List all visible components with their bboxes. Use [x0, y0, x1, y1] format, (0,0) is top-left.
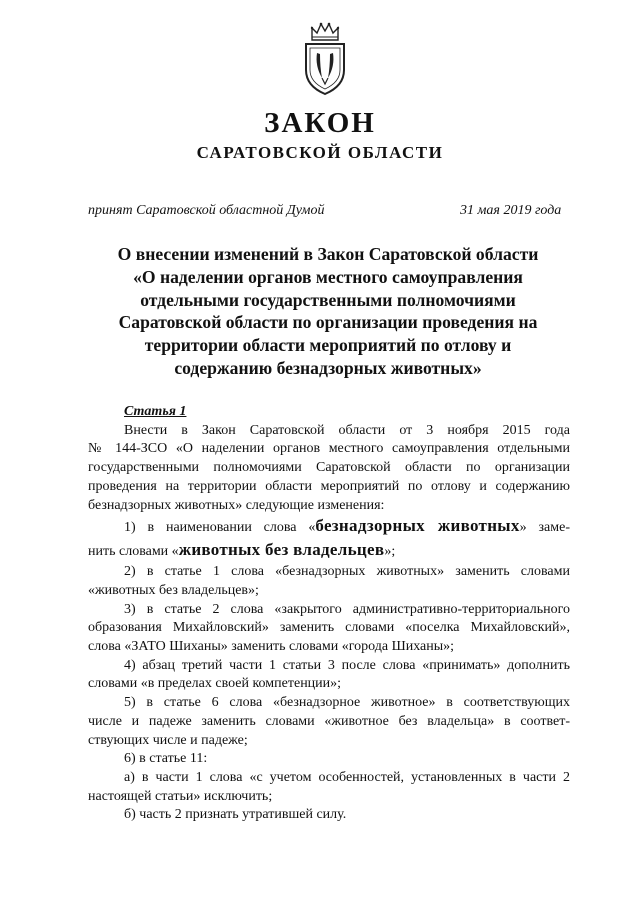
heading-line: территории области мероприятий по отлову и — [144, 335, 512, 356]
item-1-text: 1) в наименовании слова « — [124, 520, 316, 536]
heading-line: Саратовской области по организации проведения на — [118, 312, 538, 333]
item-3-line: образования Михайловский» заменить словами «поселка Михайловский», — [88, 620, 570, 636]
item-5-line: числе и падеже заменить словами «животное без владельца» в соответ- — [88, 713, 570, 729]
intro-line: проведения на территории области мероприятий по отлову и содержанию — [88, 478, 570, 494]
document-title: ЗАКОН — [264, 107, 376, 139]
item-2-line: «животных без владельцев»; — [88, 582, 259, 598]
item-6a-line: настоящей статьи» исключить; — [88, 788, 273, 804]
item-6-line: 6) в статье 11: — [124, 751, 208, 767]
article-body — [88, 403, 570, 825]
item-1-text: » заме- — [519, 520, 570, 536]
item-4-line: 4) абзац третий части 1 статьи 3 после слова «принимать» дополнить — [124, 657, 570, 673]
heading-line: содержанию безнадзорных животных» — [174, 357, 482, 378]
item-1-text: »; — [384, 544, 396, 560]
intro-line: государственными полномочиями Саратовской области по организации — [88, 460, 570, 476]
item-6a-line: а) в части 1 слова «с учетом особенностей, установленных в части 2 — [124, 769, 570, 785]
intro-line: № 144-ЗСО «О наделении органов местного самоуправления отдельными — [88, 441, 570, 457]
document-subtitle: САРАТОВСКОЙ ОБЛАСТИ — [196, 143, 444, 162]
coat-of-arms-icon — [300, 20, 350, 96]
intro-line: Внести в Закон Саратовской области от 3 ноября 2015 года — [124, 422, 570, 438]
item-3-line: 3) в статье 2 слова «закрытого административно-территориального — [124, 601, 570, 617]
item-2-line: 2) в статье 1 слова «безнадзорных животных» заменить словами — [124, 564, 570, 580]
item-1-text: нить словами « — [88, 544, 179, 560]
item-3-line: слова «ЗАТО Шиханы» заменить словами «города Шиханы»; — [88, 639, 455, 655]
item-1-emphasis: животных без владельцев — [178, 540, 385, 560]
adoption-date: 31 мая 2019 года — [460, 203, 562, 218]
item-1-emphasis: безнадзорных животных — [315, 516, 520, 536]
heading-line: «О наделении органов местного самоуправления — [133, 266, 523, 287]
heading-line: О внесении изменений в Закон Саратовской области — [117, 244, 539, 264]
intro-line: безнадзорных животных» следующие изменения: — [88, 497, 385, 513]
item-5-line: ствующих числе и падеже; — [88, 732, 248, 748]
heading-line: отдельными государственными полномочиями — [140, 289, 516, 310]
law-heading — [88, 243, 568, 380]
item-1-line — [88, 539, 570, 563]
item-1-line — [88, 515, 570, 539]
item-4-line: словами «в пределах своей компетенции»; — [88, 676, 342, 692]
item-6b-line: б) часть 2 признать утратившей силу. — [124, 807, 347, 823]
item-5-line: 5) в статье 6 слова «безнадзорное животное» в соответствующих — [124, 695, 570, 711]
article-title: Статья 1 — [124, 404, 187, 419]
adopted-by: принят Саратовской областной Думой — [88, 203, 325, 218]
